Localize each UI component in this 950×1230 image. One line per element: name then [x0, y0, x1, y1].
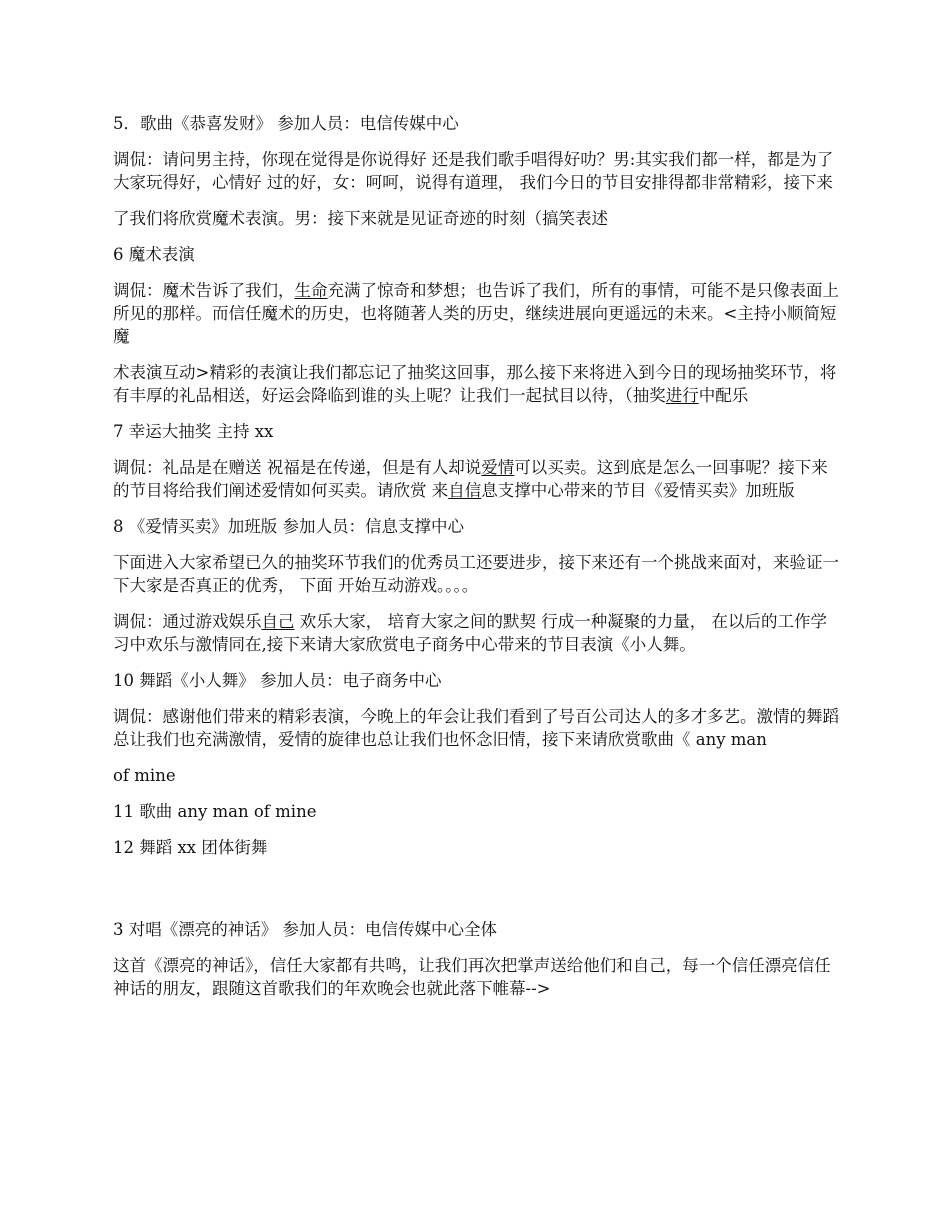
- paragraph-text: 调侃：礼品是在赠送 祝福是在传递，但是有人却说: [113, 458, 482, 477]
- section-spacer: [113, 872, 843, 918]
- paragraph-text: 10 舞蹈《小人舞》 参加人员：电子商务中心: [113, 671, 442, 690]
- paragraph-text: 中配乐: [698, 386, 749, 405]
- paragraph-text: 欢乐大家， 培育大家之间的默契 行成一种凝聚的力量， 在以后的工作学习中欢乐与激情同在,接下来请大家欣赏电子商务中心带来的节目表演《小人舞。: [113, 612, 827, 654]
- paragraph-p10: [113, 551, 843, 597]
- paragraph-p7: [113, 420, 843, 443]
- paragraph-p15: [113, 800, 843, 823]
- paragraph-text: 充满了惊奇和梦想；也告诉了我们，所有的事情，可能不是只像表面上所见的那样。而信任魔术的历史，也将随著人类的历史，继续进展向更遥远的未来。<主持小顺简短魔: [113, 281, 839, 346]
- paragraph-text: 了我们将欣赏魔术表演。男：接下来就是见证奇迹的时刻（搞笑表述: [113, 209, 608, 228]
- paragraph-text: 12 舞蹈 xx 团体街舞: [113, 838, 268, 857]
- paragraph-text: 这首《漂亮的神话》，信任大家都有共鸣，让我们再次把掌声送给他们和自己，每一个信任漂亮信任神话的朋友，跟随这首歌我们的年欢晚会也就此落下帷幕-->: [113, 956, 831, 998]
- underlined-term: 自己: [261, 612, 295, 631]
- underlined-term: 生命: [294, 281, 328, 300]
- paragraph-text: 可以买卖。这到底是怎么一回事呢？接下来的节目将给我们阐述爱情如何买卖。请欣赏 来: [113, 458, 828, 500]
- paragraph-text: 调侃：魔术告诉了我们，: [113, 281, 295, 300]
- paragraph-p18: [113, 954, 843, 1000]
- paragraph-p5: [113, 279, 843, 348]
- paragraph-text: 5．歌曲《恭喜发财》 参加人员：电信传媒中心: [113, 114, 459, 133]
- paragraph-text: 术表演互动>精彩的表演让我们都忘记了抽奖这回事，那么接下来将进入到今日的现场抽奖环节，将有丰厚的礼品相送，好运会降临到谁的头上呢？让我们一起拭目以待，（抽奖: [113, 363, 837, 405]
- document-body: [113, 112, 843, 1013]
- paragraph-text: 8 《爱情买卖》加班版 参加人员：信息支撑中心: [113, 517, 464, 536]
- underlined-term: 爱情: [481, 458, 515, 477]
- paragraph-p12: [113, 669, 843, 692]
- paragraph-p1: [113, 112, 843, 135]
- paragraph-text: 6 魔术表演: [113, 245, 195, 264]
- paragraph-text: 调侃：感谢他们带来的精彩表演，今晚上的年会让我们看到了号百公司达人的多才多艺。激情的舞蹈总让我们也充满激情，爱情的旋律也总让我们也怀念旧情，接下来请欣赏歌曲《 any man: [113, 707, 839, 749]
- paragraph-p9: [113, 515, 843, 538]
- paragraph-p13: [113, 705, 843, 751]
- underlined-term: 自信: [448, 481, 482, 500]
- paragraph-text: 7 幸运大抽奖 主持 xx: [113, 422, 274, 441]
- paragraph-p8: [113, 456, 843, 502]
- paragraph-text: 11 歌曲 any man of mine: [113, 802, 317, 821]
- paragraph-p2: [113, 148, 843, 194]
- paragraph-text: 3 对唱《漂亮的神话》 参加人员：电信传媒中心全体: [113, 920, 497, 939]
- paragraph-p14: [113, 764, 843, 787]
- paragraph-p16: [113, 836, 843, 859]
- paragraph-text: of mine: [113, 766, 176, 785]
- paragraph-p17: [113, 918, 843, 941]
- underlined-term: 进行: [665, 386, 699, 405]
- paragraph-p11: [113, 610, 843, 656]
- paragraph-p4: [113, 243, 843, 266]
- paragraph-text: 息支撑中心带来的节目《爱情买卖》加班版: [481, 481, 795, 500]
- paragraph-text: 下面进入大家希望已久的抽奖环节我们的优秀员工还要进步，接下来还有一个挑战来面对，来验证一下大家是否真正的优秀， 下面 开始互动游戏。。。。: [113, 553, 839, 595]
- paragraph-p6: [113, 361, 843, 407]
- paragraph-p3: [113, 207, 843, 230]
- paragraph-text: 调侃：请问男主持，你现在觉得是你说得好 还是我们歌手唱得好叻？男:其实我们都一样，都是为了大家玩得好，心情好 过的好，女：呵呵，说得有道理， 我们今日的节目安排得都非常精彩，接下来: [113, 150, 834, 192]
- paragraph-text: 调侃：通过游戏娱乐: [113, 612, 262, 631]
